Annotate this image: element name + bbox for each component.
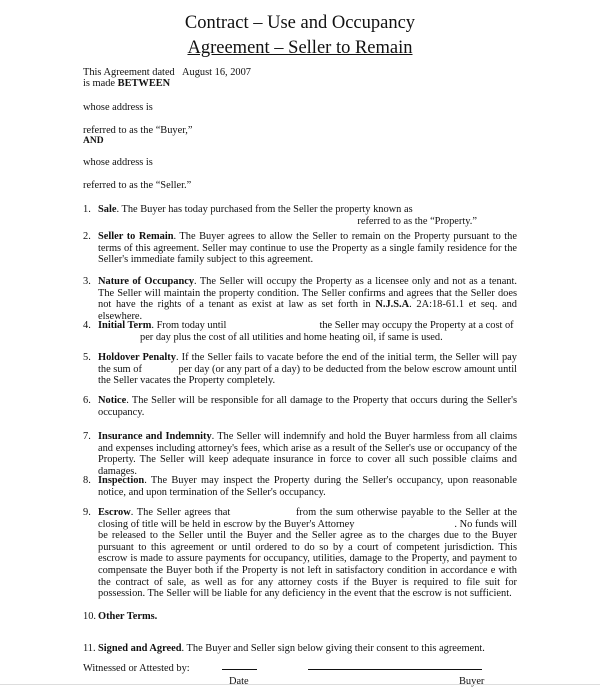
buyer-reference: referred to as the “Buyer,” [83,125,193,136]
clause-text: . The Seller will indemnify and hold the Buyer harmless from all claims and expenses including attorney's fees, which arise as a result of the Seller's use or occupancy of the Property. The Seller will keep adequate insurance in force to cover all such possible claims and damages. [98,431,518,477]
clause-text-2: the Seller may occupy the Property at a cost of [319,320,514,331]
and-text: AND [83,136,104,146]
clause-number: 2. [83,231,91,242]
clause-3 [83,276,517,322]
made-label: is made [83,78,116,89]
clause-text: . The Buyer and Seller sign below giving their consent to this agreement. [181,643,485,654]
clause-text: . The Buyer agrees to allow the Seller to remain on the Property pursuant to the terms of this agreement. Seller may continue to use the Property as a single family residence for the Seller's immediate family subject to this agreement. [98,231,517,266]
seller-address-label: whose address is [83,157,153,168]
clause-number: 6. [83,395,91,406]
clause-5 [83,352,517,387]
buyer-signature-line[interactable] [308,669,482,670]
clause-text-3: per day plus the cost of all utilities and home heating oil, if same is used. [140,331,443,343]
and-label [83,136,517,148]
clause-number: 9. [83,507,91,518]
clause-title: Initial Term [98,320,152,331]
clause-number: 10. [83,611,96,622]
clause-title: Signed and Agreed [98,643,182,654]
clause-text: . The Buyer may inspect the Property during the Seller's occupancy, upon reasonable notice, and upon termination of the Seller's occupancy. [98,475,517,498]
clause-number: 1. [83,204,91,215]
agreement-date-line [83,67,517,79]
clause-number: 11. [83,643,96,654]
clause-title: Inspection [98,475,145,486]
date-signature-line[interactable] [222,669,257,670]
dated-label: This Agreement dated [83,67,175,78]
clause-11 [83,643,517,655]
title-line-1: Contract – Use and Occupancy [184,13,416,33]
clause-10 [83,611,517,623]
clause-text: . If the Seller fails to vacate before the end of the initial term, the Seller will pay the sum of [98,352,517,375]
buyer-address-label: whose address is [83,102,153,113]
clause-text-2: from the sum otherwise payable to the Seller at the closing of title will be held in escrow by the Buyer's Attorney [98,507,517,530]
clause-8 [83,475,517,498]
clause-number: 3. [83,276,91,287]
clause-number: 5. [83,352,91,363]
agreement-date: August 16, 2007 [182,67,251,78]
clause-text-2: referred to as the “Property.” [357,215,477,227]
clause-title: Nature of Occupancy [98,276,195,287]
clause-text: . The Seller will occupy the Property as a licensee only and not as a tenant. The Seller will maintain the property condition. The Seller confirms and agrees that the Seller does not have the rights of a tenant as exist at law as set forth in [98,276,517,311]
made-between-line [83,78,517,90]
clause-2 [83,231,517,266]
clause-7 [83,431,517,477]
between-label: BETWEEN [117,78,171,89]
statute-reference: N.J.S.A [375,299,410,311]
clause-title: Escrow [98,507,131,518]
clause-6 [83,395,517,418]
clause-text: . The Buyer has today purchased from the Seller the property known as [116,204,413,215]
clause-9 [83,507,517,600]
clause-text-2: . 2A:18-61.1 et seq. and elsewhere. [98,299,518,322]
clause-text: . From today until [151,320,227,331]
buyer-label: Buyer [459,676,485,687]
clause-title: Insurance and Indemnity [98,431,212,442]
clause-title: Other Terms. [98,611,158,622]
title-line-2: Agreement – Seller to Remain [187,38,413,58]
date-label: Date [229,676,249,687]
clause-title: Holdover Penalty [98,352,176,363]
page-bottom-divider [0,684,600,685]
clause-text: . The Seller will be responsible for all damage to the Property that occurs during the Seller's occupancy. [98,395,517,418]
clause-title: Sale [98,204,117,215]
clause-text-3: . No funds will be released to the Seller until the Buyer and the Seller agree as to the charges due to the Buyer pursuant to this agreement or until ordered to do so by a court of competent jurisdiction. This escrow is made to assure payments for occupancy, utilities, damage to the Property, and payment to compensate the Buyer both if the Property is not left in satisfactory condition in accordance e with the contract of sale, as well as for any attorney costs if the Buyer is required to file suit for possession. The Seller will be liable for any deficiency in the event that the escrow is not sufficient. [98,518,517,600]
clause-text: . The Seller agrees that [130,507,231,518]
clause-number: 7. [83,431,91,442]
clause-1 [83,204,517,227]
clause-4 [83,320,517,343]
witness-label: Witnessed or Attested by: [83,663,190,674]
clause-number: 8. [83,475,91,486]
clause-text-2: per day (or any part of a day) to be deducted from the below escrow amount until the Seller vacates the Property completely. [98,363,517,387]
clause-title: Notice [98,395,127,406]
clause-number: 4. [83,320,91,331]
clause-title: Seller to Remain [98,231,174,242]
seller-reference: referred to as the “Seller.” [83,180,192,191]
